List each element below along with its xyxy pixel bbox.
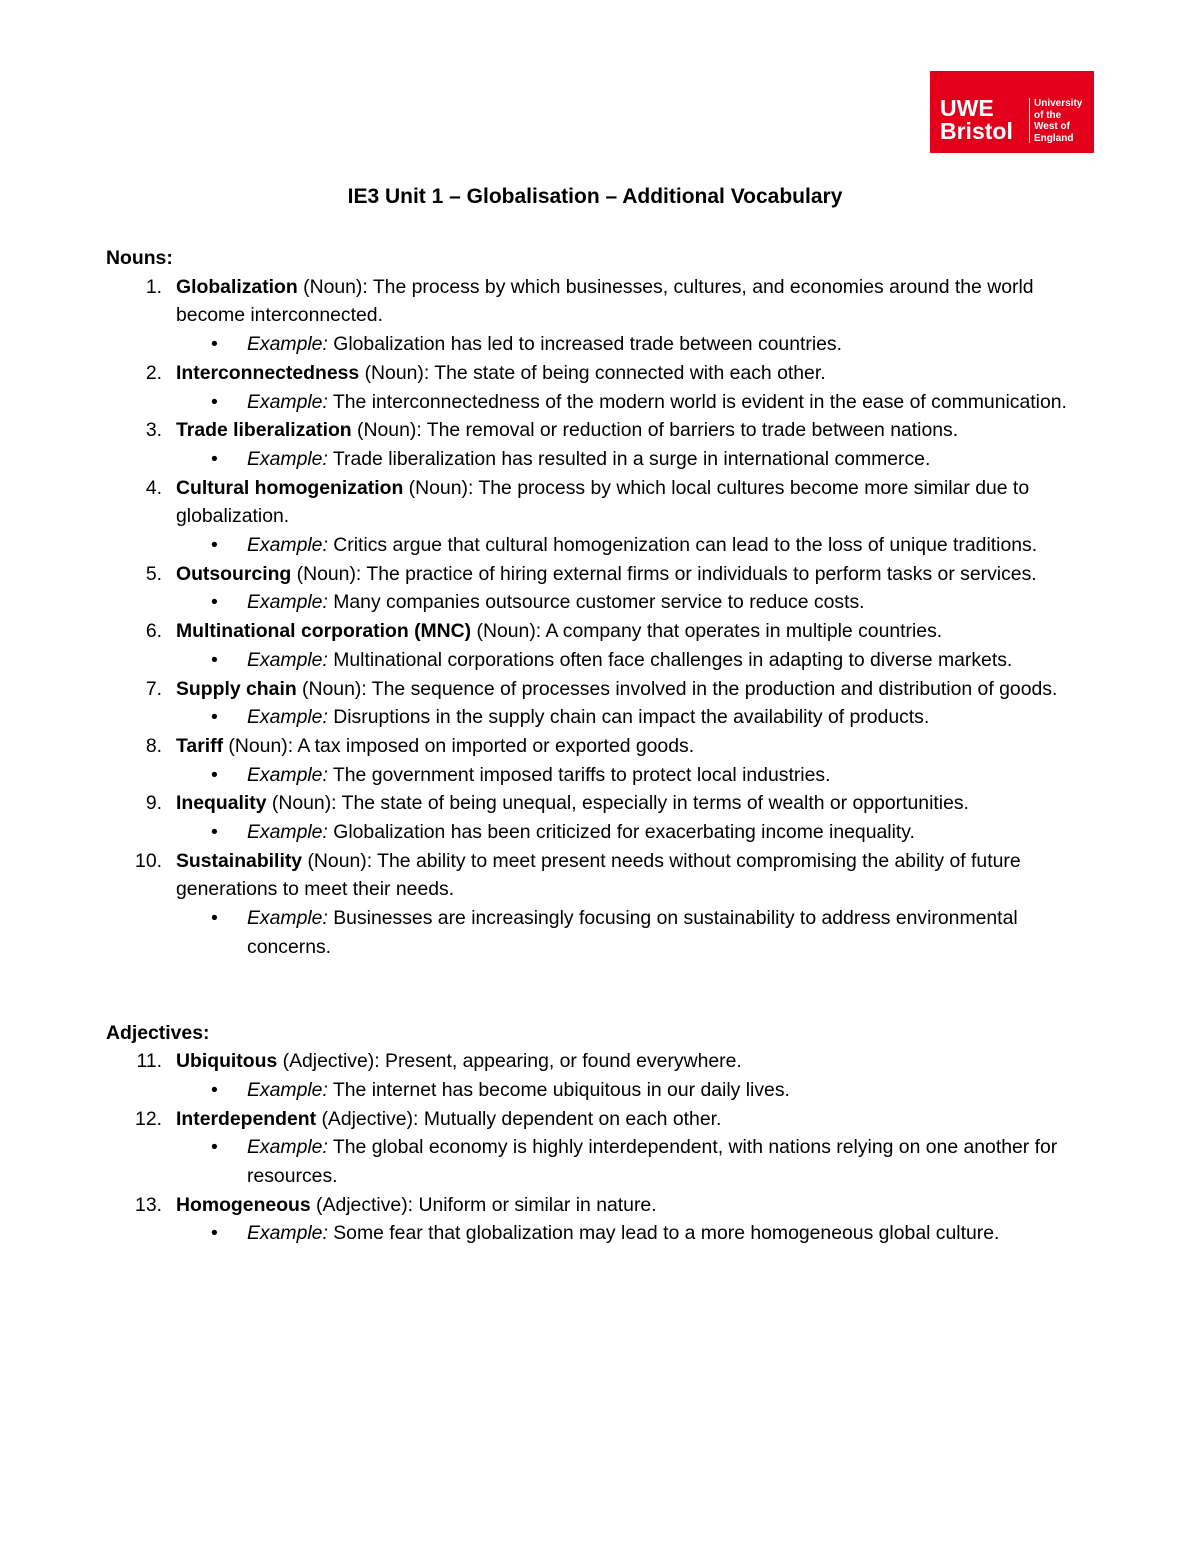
vocab-term: Interconnectedness [176,361,360,384]
vocab-entry [106,617,1106,646]
example-label: Example: [247,1078,328,1101]
example-label: Example: [247,534,328,557]
uwe-bristol-logo [930,71,1094,153]
example-label: Example: [247,390,328,413]
vocab-entry [106,847,1106,904]
example-text: Globalization has led to increased trade between countries. [333,333,843,356]
bullet-icon: • [211,333,218,356]
vocab-example [106,1219,1106,1248]
vocab-entry [106,273,1106,330]
vocab-entry [106,560,1106,589]
entry-number: 7. [145,677,162,700]
vocab-entry [106,675,1106,704]
example-text: The government imposed tariffs to protect local industries. [332,763,831,786]
vocab-example [106,531,1106,560]
vocab-term: Globalization [176,275,298,298]
vocab-example [106,1076,1106,1105]
example-label: Example: [247,821,328,844]
example-text: Businesses are increasingly focusing on sustainability to address environmental concerns. [247,907,1018,958]
vocab-example [106,818,1106,847]
vocab-example [106,904,1106,961]
vocab-example [106,1133,1106,1190]
part-of-speech: (Noun): [403,476,479,499]
vocab-definition: A company that operates in multiple countries. [545,620,943,643]
logo-small-line: University [1034,98,1083,109]
bullet-icon: • [211,648,218,671]
logo-wordmark-bristol: Bristol [940,118,1013,144]
example-text: Critics argue that cultural homogenization can lead to the loss of unique traditions. [333,534,1038,557]
vocab-definition: The state of being connected with each other. [434,361,826,384]
vocab-term: Interdependent [176,1107,317,1130]
vocab-definition: The state of being unequal, especially in terms of wealth or opportunities. [341,792,969,815]
page-title: IE3 Unit 1 – Globalisation – Additional Vocabulary [347,185,843,208]
example-label: Example: [247,648,328,671]
part-of-speech: (Noun): [471,620,546,643]
entry-number: 12. [135,1107,162,1130]
logo-small-line: West of [1034,121,1070,132]
example-text: Globalization has been criticized for exacerbating income inequality. [333,821,915,844]
vocab-example [106,703,1106,732]
example-label: Example: [247,1222,328,1245]
bullet-icon: • [211,1136,218,1159]
part-of-speech: (Noun): [223,734,298,757]
vocab-example [106,388,1106,417]
bullet-icon: • [211,907,218,930]
bullet-icon: • [211,1078,218,1101]
vocab-example [106,588,1106,617]
entry-number: 11. [136,1050,162,1073]
example-label: Example: [247,907,328,930]
vocab-entry [106,1105,1106,1134]
vocab-entry [106,1191,1106,1220]
vocab-definition: Present, appearing, or found everywhere. [385,1050,742,1073]
vocab-entry [106,732,1106,761]
part-of-speech: (Noun): [291,562,367,585]
example-label: Example: [247,591,328,614]
vocab-entry [106,474,1106,531]
vocab-entry [106,416,1106,445]
example-text: The global economy is highly interdependent, with nations relying on one another for resources. [247,1136,1058,1188]
example-text: Disruptions in the supply chain can impact the availability of products. [333,706,930,729]
logo-small-line: of the [1034,109,1062,121]
vocab-definition: The removal or reduction of barriers to trade between nations. [426,419,959,442]
entry-number: 5. [145,562,162,585]
bullet-icon: • [211,591,218,614]
vocab-term: Cultural homogenization [176,476,404,499]
section-gap [106,962,1106,1019]
entry-number: 10. [135,849,162,872]
entry-number: 1. [145,275,162,298]
part-of-speech: (Noun): [296,677,372,700]
part-of-speech: (Noun): [297,275,373,298]
bullet-icon: • [211,447,218,470]
part-of-speech: (Noun): [266,792,342,815]
entry-number: 9. [145,792,162,815]
example-text: Many companies outsource customer service to reduce costs. [333,591,865,614]
logo-small-line: England [1034,132,1074,144]
vocab-example [106,761,1106,790]
vocab-definition: The process by which local cultures become more similar due to globalization. [176,476,1030,528]
section-heading: Adjectives: [106,1021,210,1044]
entry-number: 13. [135,1193,162,1216]
example-text: Some fear that globalization may lead to a more homogeneous global culture. [333,1222,1000,1245]
logo-divider [1029,98,1030,143]
bullet-icon: • [211,763,218,786]
example-label: Example: [247,1136,328,1159]
part-of-speech: (Adjective): [277,1050,386,1073]
entry-number: 2. [145,361,162,384]
entry-number: 4. [145,476,162,499]
section-heading: Nouns: [106,247,173,269]
vocab-entry [106,1047,1106,1076]
vocab-term: Sustainability [176,849,303,872]
example-text: The interconnectedness of the modern world is evident in the ease of communication. [332,390,1067,413]
vocabulary-content [106,244,1106,1248]
vocab-term: Tariff [176,734,224,757]
vocab-term: Trade liberalization [176,419,352,442]
vocab-definition: The practice of hiring external firms or individuals to perform tasks or services. [366,562,1037,585]
bullet-icon: • [211,706,218,729]
bullet-icon: • [211,390,218,413]
vocab-example [106,445,1106,474]
vocab-definition: A tax imposed on imported or exported goods. [297,734,695,757]
vocab-entry [106,359,1106,388]
example-text: The internet has become ubiquitous in our daily lives. [332,1078,790,1101]
bullet-icon: • [211,534,218,557]
vocab-example [106,646,1106,675]
vocab-term: Ubiquitous [176,1050,278,1073]
vocab-term: Homogeneous [176,1193,311,1216]
vocab-definition: Uniform or similar in nature. [418,1193,657,1216]
example-label: Example: [247,706,328,729]
vocab-example [106,330,1106,359]
vocab-definition: Mutually dependent on each other. [423,1107,722,1130]
vocab-definition: The ability to meet present needs without compromising the ability of future generations to meet their needs. [176,849,1021,901]
part-of-speech: (Noun): [351,419,427,442]
vocab-definition: The process by which businesses, cultures, and economies around the world become interconnected. [176,275,1034,327]
example-label: Example: [247,333,328,356]
bullet-icon: • [211,821,218,844]
example-text: Trade liberalization has resulted in a surge in international commerce. [332,447,931,470]
entry-number: 8. [145,734,162,757]
logo-wordmark-uwe: UWE [940,95,994,121]
vocab-term: Inequality [176,792,267,815]
example-text: Multinational corporations often face challenges in adapting to diverse markets. [333,648,1013,671]
entry-number: 6. [145,620,162,643]
part-of-speech: (Adjective): [310,1193,419,1216]
part-of-speech: (Noun): [302,849,378,872]
logo-university-name [1034,98,1092,144]
part-of-speech: (Noun): [359,361,435,384]
vocab-entry [106,789,1106,818]
vocab-definition: The sequence of processes involved in the production and distribution of goods. [371,677,1058,700]
vocab-term: Supply chain [176,677,297,700]
vocab-term: Multinational corporation (MNC) [176,620,472,643]
entry-number: 3. [145,419,162,442]
bullet-icon: • [211,1222,218,1245]
example-label: Example: [247,447,328,470]
part-of-speech: (Adjective): [316,1107,424,1130]
vocab-term: Outsourcing [176,562,292,585]
example-label: Example: [247,763,328,786]
